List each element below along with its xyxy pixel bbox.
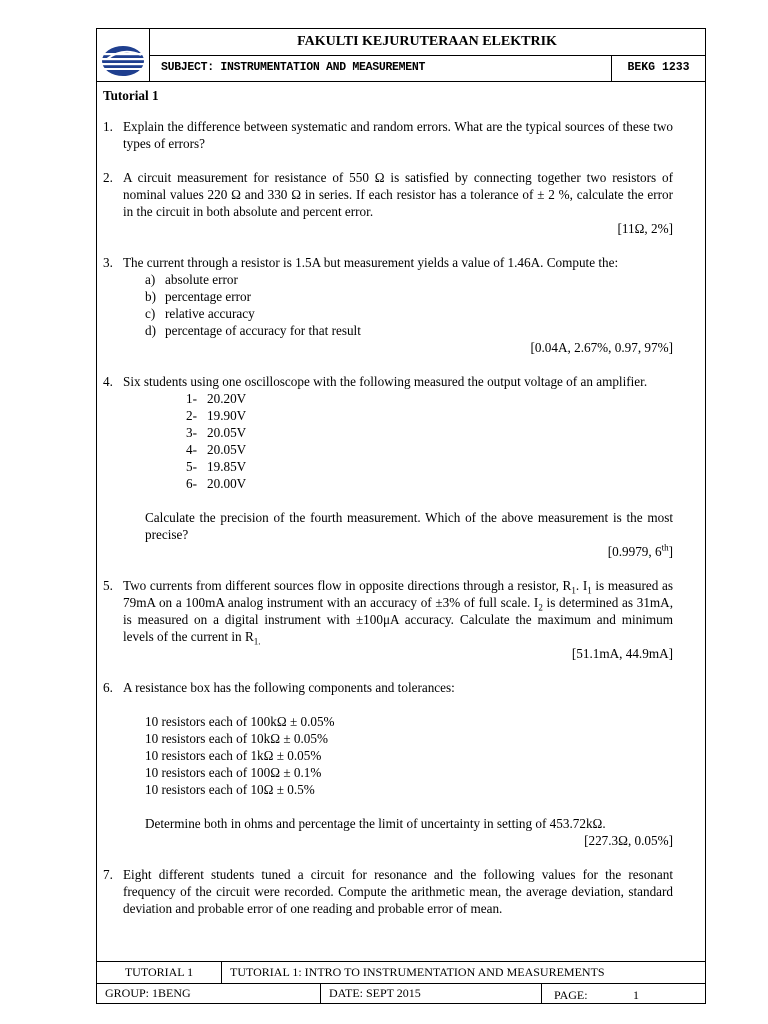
tutorial-title: Tutorial 1 (103, 88, 159, 103)
question-text: Determine both in ohms and percentage the limit of uncertainty in setting of 453.72kΩ. (145, 816, 606, 831)
sub-question: a) absolute error (145, 272, 238, 287)
question-1 (103, 118, 673, 152)
sub-question: d) percentage of accuracy for that result (145, 323, 361, 338)
question-number: 3. (103, 255, 113, 270)
footer-topic: TUTORIAL 1: INTRO TO INSTRUMENTATION AND MEASUREMENTS (230, 965, 605, 979)
question-2 (103, 169, 673, 237)
question-number: 7. (103, 867, 113, 882)
answer: [51.1mA, 44.9mA] (571, 646, 673, 661)
footer-page-label: PAGE: (554, 988, 588, 1002)
question-4 (103, 373, 673, 560)
question-number: 1. (103, 119, 113, 134)
question-text: Calculate the precision of the fourth measurement. Which of the above measurement is the most precise? (145, 510, 673, 542)
question-number: 2. (103, 170, 113, 185)
measurement-item: 1- 20.20V (186, 391, 247, 406)
question-number: 4. (103, 374, 113, 389)
sub-question: b) percentage error (145, 289, 252, 304)
faculty-name: FAKULTI KEJURUTERAAN ELEKTRIK (149, 29, 705, 56)
question-7 (103, 866, 673, 917)
footer-group: GROUP: 1BENG (97, 983, 321, 1004)
component-item: 10 resistors each of 1kΩ ± 0.05% (145, 748, 322, 763)
answer: [0.9979, 6th] (607, 542, 673, 559)
university-logo (97, 29, 150, 81)
question-5 (103, 577, 673, 662)
measurement-item: 6- 20.00V (186, 476, 247, 491)
answer: [0.04A, 2.67%, 0.97, 97%] (530, 340, 673, 355)
document-page (96, 28, 706, 1004)
answer: [227.3Ω, 0.05%] (584, 833, 673, 848)
component-list (123, 713, 673, 798)
question-text: Eight different students tuned a circuit for resonance and the following values for the resonant frequency of the circuit were recorded. Compute the arithmetic mean, the average deviation, standard deviation and probable error of one reading and probable error of mean. (123, 867, 673, 916)
answer: [11Ω, 2%] (617, 221, 673, 236)
footer-date: DATE: SEPT 2015 (321, 983, 542, 1004)
question-text: The current through a resistor is 1.5A but measurement yields a value of 1.46A. Compute the: (123, 255, 619, 270)
measurement-item: 2- 19.90V (186, 408, 247, 423)
footer-page-number: 1 (633, 988, 639, 1002)
measurement-item: 4- 20.05V (186, 442, 247, 457)
question-3 (103, 254, 673, 356)
question-number: 5. (103, 578, 113, 593)
footer-table (97, 961, 705, 1004)
component-item: 10 resistors each of 100kΩ ± 0.05% (145, 714, 335, 729)
tutorial-content (103, 87, 673, 934)
question-6 (103, 679, 673, 849)
measurement-item: 5- 19.85V (186, 459, 247, 474)
question-text: Explain the difference between systematic and random errors. What are the typical sources of these two types of errors? (123, 119, 673, 151)
question-text: A resistance box has the following components and tolerances: (123, 680, 455, 695)
header-table (97, 29, 705, 82)
footer-tutorial: TUTORIAL 1 (97, 962, 222, 983)
component-item: 10 resistors each of 10Ω ± 0.5% (145, 782, 315, 797)
component-item: 10 resistors each of 10kΩ ± 0.05% (145, 731, 328, 746)
measurement-item: 3- 20.05V (186, 425, 247, 440)
sub-question-list (123, 271, 673, 339)
question-number: 6. (103, 680, 113, 695)
course-code: BEKG 1233 (627, 61, 690, 74)
sub-question: c) relative accuracy (145, 306, 255, 321)
question-text: Six students using one oscilloscope with the following measured the output voltage of an amplifier. (123, 374, 648, 389)
measurement-list (123, 390, 673, 492)
globe-logo-icon (97, 29, 149, 81)
question-text: Two currents from different sources flow in opposite directions through a resistor, $R_1$. $I_1$ is measured as 79mA on a 100mA analog instrument with an accuracy of ±3% of full scale. $I_2$ is determined as 31mA, is measured on a digital instrument with ±100μA accuracy. Calculate the maximum and minimum levels of the current in $R_{1.}$ (123, 578, 674, 647)
question-text: A circuit measurement for resistance of 550 Ω is satisfied by connecting together two resistors of nominal values 220 Ω and 330 Ω in series. If each resistor has a tolerance of ± 2 %, calculate the error in the circuit in both absolute and percent error. (123, 170, 673, 219)
component-item: 10 resistors each of 100Ω ± 0.1% (145, 765, 322, 780)
subject-title: SUBJECT: INSTRUMENTATION AND MEASUREMENT (149, 55, 612, 81)
